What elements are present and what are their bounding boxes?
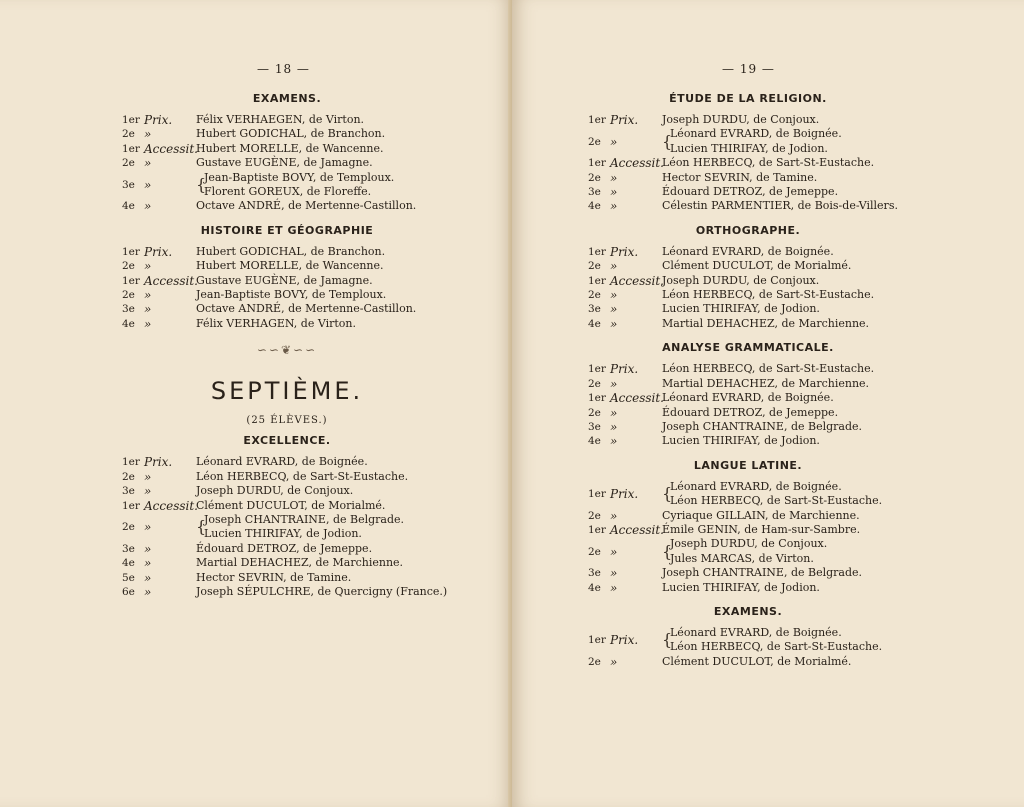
- section-heading: HISTOIRE ET GÉOGRAPHIE: [200, 223, 374, 237]
- list-item: [122, 317, 452, 331]
- award-label: »: [610, 544, 618, 559]
- rank-ordinal: 1er: [588, 274, 606, 287]
- recipient-name: Célestin PARMENTIER, de Bois-de-Villers.: [662, 199, 898, 213]
- rank-ordinal: 2e: [122, 289, 135, 302]
- recipient-name: Florent GOREUX, de Floreffe.: [204, 185, 372, 199]
- recipient-name: Hubert GODICHAL, de Branchon.: [196, 244, 386, 258]
- recipient-names: [204, 513, 452, 542]
- rank-ordinal: 3e: [122, 542, 135, 555]
- recipient-names: [662, 171, 908, 185]
- list-item: [122, 127, 452, 141]
- recipient-name: Lucien THIRIFAY, de Jodion.: [662, 580, 820, 594]
- recipient-names: [196, 556, 452, 570]
- list-item: [588, 581, 908, 595]
- rank-ordinal: 2e: [588, 135, 601, 148]
- rank-ordinal: 1er: [122, 142, 140, 155]
- recipient-name: Clément DUCULOT, de Morialmé.: [662, 259, 852, 273]
- recipient-names: [196, 455, 452, 469]
- list-item: [588, 259, 908, 273]
- award-label: »: [144, 259, 152, 274]
- recipient-name: Léonard EVRARD, de Boignée.: [670, 479, 842, 493]
- rank-ordinal: 1er: [588, 487, 606, 500]
- rank-ordinal: 1er: [588, 523, 606, 536]
- recipient-name: Hector SEVRIN, de Tamine.: [196, 570, 352, 584]
- recipient-name: Martial DEHACHEZ, de Marchienne.: [196, 556, 404, 570]
- award-label: »: [144, 469, 152, 484]
- recipient-name: Édouard DETROZ, de Jemeppe.: [196, 541, 373, 555]
- award-label: »: [610, 185, 618, 200]
- section-heading: ANALYSE GRAMMATICALE.: [662, 341, 834, 355]
- rank-ordinal: 2e: [588, 171, 601, 184]
- list-item: [122, 542, 452, 556]
- entry-list: [122, 455, 452, 599]
- recipient-name: Félix VERHAGEN, de Virton.: [196, 316, 356, 330]
- rank-ordinal: 4e: [588, 581, 601, 594]
- award-label: Accessit.: [610, 391, 664, 406]
- class-count: (25 ÉLÈVES.): [246, 415, 328, 427]
- recipient-name: Léonard EVRARD, de Boignée.: [196, 455, 368, 469]
- rank-ordinal: 1er: [122, 245, 140, 258]
- recipient-name: Lucien THIRIFAY, de Jodion.: [662, 434, 820, 448]
- award-label: »: [610, 134, 618, 149]
- award-label: »: [144, 302, 152, 317]
- recipient-name: Lucien THIRIFAY, de Jodion.: [204, 527, 362, 541]
- recipient-name: Léonard EVRARD, de Boignée.: [670, 625, 842, 639]
- recipient-names: [662, 113, 908, 127]
- list-item: [588, 626, 908, 655]
- rank-ordinal: 1er: [588, 392, 606, 405]
- recipient-name: Édouard DETROZ, de Jemeppe.: [662, 405, 839, 419]
- recipient-names: [196, 585, 452, 599]
- recipient-names: [662, 434, 908, 448]
- rank-ordinal: 3e: [588, 303, 601, 316]
- page-number: — 18 —: [257, 62, 310, 76]
- rank-ordinal: 2e: [588, 406, 601, 419]
- recipient-name: Jean-Baptiste BOVY, de Temploux.: [196, 288, 387, 302]
- rank-ordinal: 4e: [588, 200, 601, 213]
- recipient-names: [662, 288, 908, 302]
- rank-ordinal: 2e: [122, 157, 135, 170]
- award-label: Prix.: [610, 486, 639, 501]
- award-label: »: [144, 316, 152, 331]
- right-sections: [588, 92, 908, 669]
- recipient-names: [662, 406, 908, 420]
- award-label: Prix.: [144, 244, 173, 259]
- recipient-name: Léonard EVRARD, de Boignée.: [662, 244, 834, 258]
- recipient-names: [662, 302, 908, 316]
- list-item: [122, 513, 452, 542]
- recipient-names: [196, 156, 452, 170]
- recipient-names: [196, 259, 452, 273]
- list-item: [588, 288, 908, 302]
- list-item: [122, 288, 452, 302]
- award-label: »: [610, 434, 618, 449]
- brace-mark: {: [662, 131, 673, 151]
- rank-ordinal: 1er: [122, 499, 140, 512]
- brace-mark: {: [662, 541, 673, 561]
- recipient-name: Léon HERBECQ, de Sart-St-Eustache.: [662, 288, 875, 302]
- list-item: [588, 302, 908, 316]
- recipient-name: Joseph CHANTRAINE, de Belgrade.: [662, 566, 863, 580]
- rank-ordinal: 6e: [122, 585, 135, 598]
- recipient-names: [662, 156, 908, 170]
- rank-ordinal: 3e: [122, 303, 135, 316]
- list-item: [122, 302, 452, 316]
- award-label: Prix.: [610, 244, 639, 259]
- award-label: »: [610, 302, 618, 317]
- rank-ordinal: 3e: [122, 485, 135, 498]
- list-item: [588, 274, 908, 288]
- left-page-content: [122, 92, 452, 609]
- recipient-name: Émile GENIN, de Ham-sur-Sambre.: [662, 522, 861, 536]
- entry-list: [588, 480, 908, 595]
- list-item: [122, 156, 452, 170]
- recipient-name: Léon HERBECQ, de Sart-St-Eustache.: [196, 469, 409, 483]
- rank-ordinal: 3e: [588, 420, 601, 433]
- recipient-names: [662, 509, 908, 523]
- award-label: »: [610, 199, 618, 214]
- award-label: »: [610, 288, 618, 303]
- award-label: Prix.: [144, 113, 173, 127]
- rank-ordinal: 4e: [122, 200, 135, 213]
- recipient-name: Léon HERBECQ, de Sart-St-Eustache.: [670, 640, 883, 654]
- recipient-names: [662, 245, 908, 259]
- entry-list: [588, 113, 908, 214]
- list-item: [122, 274, 452, 288]
- recipient-names: [196, 113, 452, 127]
- recipient-name: Jules MARCAS, de Virton.: [670, 551, 814, 565]
- list-item: [588, 377, 908, 391]
- award-label: »: [144, 570, 152, 585]
- list-item: [122, 113, 452, 127]
- rank-ordinal: 2e: [122, 470, 135, 483]
- award-label: »: [144, 520, 152, 535]
- list-item: [122, 245, 452, 259]
- list-item: [122, 171, 452, 200]
- recipient-names: [662, 566, 908, 580]
- list-item: [122, 142, 452, 156]
- section-heading: LANGUE LATINE.: [693, 458, 803, 472]
- rank-ordinal: 1er: [588, 363, 606, 376]
- award-label: »: [610, 654, 618, 669]
- entry-list: [588, 626, 908, 669]
- brace-mark: {: [662, 630, 673, 650]
- recipient-names: [662, 274, 908, 288]
- list-item: [588, 113, 908, 127]
- section-heading: EXAMENS.: [252, 92, 322, 105]
- recipient-names: [662, 377, 908, 391]
- recipient-name: Félix VERHAEGEN, de Virton.: [196, 113, 365, 126]
- list-item: [588, 406, 908, 420]
- award-label: »: [610, 170, 618, 185]
- recipient-names: [670, 537, 908, 566]
- award-label: Accessit.: [610, 273, 664, 288]
- recipient-name: Joseph SÉPULCHRE, de Quercigny (France.): [196, 584, 448, 598]
- list-item: [588, 171, 908, 185]
- recipient-name: Cyriaque GILLAIN, de Marchienne.: [662, 508, 860, 522]
- award-label: Prix.: [610, 362, 639, 377]
- right-page-content: [588, 92, 908, 679]
- recipient-name: Léon HERBECQ, de Sart-St-Eustache.: [662, 156, 875, 170]
- recipient-name: Hubert MORELLE, de Wancenne.: [196, 141, 384, 155]
- brace-mark: {: [196, 517, 207, 537]
- award-label: »: [144, 584, 152, 599]
- award-label: »: [144, 541, 152, 556]
- award-label: »: [144, 556, 152, 571]
- list-item: [122, 484, 452, 498]
- recipient-names: [670, 127, 908, 156]
- recipient-name: Octave ANDRÉ, de Mertenne-Castillon.: [196, 199, 417, 213]
- recipient-names: [196, 571, 452, 585]
- award-label: Accessit.: [144, 273, 198, 288]
- recipient-name: Martial DEHACHEZ, de Marchienne.: [662, 376, 870, 390]
- recipient-names: [662, 259, 908, 273]
- recipient-names: [196, 499, 452, 513]
- award-label: Accessit.: [144, 498, 198, 513]
- recipient-name: Joseph DURDU, de Conjoux.: [196, 484, 354, 498]
- award-label: Prix.: [610, 113, 639, 127]
- recipient-name: Joseph CHANTRAINE, de Belgrade.: [662, 419, 863, 433]
- award-label: »: [144, 484, 152, 499]
- recipient-name: Léon HERBECQ, de Sart-St-Eustache.: [670, 494, 883, 508]
- rank-ordinal: 3e: [122, 178, 135, 191]
- recipient-name: Hector SEVRIN, de Tamine.: [662, 170, 818, 184]
- recipient-name: Hubert GODICHAL, de Branchon.: [196, 127, 386, 141]
- ornament-divider: ∽∽❦∽∽: [256, 343, 318, 358]
- rank-ordinal: 1er: [588, 245, 606, 258]
- recipient-name: Martial DEHACHEZ, de Marchienne.: [662, 316, 870, 330]
- list-item: [588, 420, 908, 434]
- list-item: [588, 480, 908, 509]
- entry-list: [122, 245, 452, 331]
- award-label: Accessit.: [610, 156, 664, 171]
- rank-ordinal: 4e: [588, 317, 601, 330]
- entry-list: [588, 362, 908, 448]
- recipient-names: [662, 362, 908, 376]
- rank-ordinal: 2e: [588, 545, 601, 558]
- rank-ordinal: 2e: [588, 289, 601, 302]
- list-item: [588, 391, 908, 405]
- recipient-name: Joseph CHANTRAINE, de Belgrade.: [204, 512, 405, 526]
- list-item: [588, 566, 908, 580]
- award-label: »: [610, 316, 618, 331]
- award-label: Accessit.: [610, 522, 664, 537]
- section-heading: EXCELLENCE.: [243, 434, 331, 448]
- recipient-name: Gustave EUGÈNE, de Jamagne.: [196, 273, 373, 287]
- recipient-name: Jean-Baptiste BOVY, de Temploux.: [204, 170, 395, 184]
- rank-ordinal: 2e: [588, 655, 601, 668]
- award-label: »: [144, 177, 152, 192]
- recipient-names: [196, 142, 452, 156]
- recipient-names: [662, 420, 908, 434]
- recipient-names: [670, 480, 908, 509]
- recipient-names: [662, 655, 908, 669]
- list-item: [122, 556, 452, 570]
- list-item: [122, 585, 452, 599]
- rank-ordinal: 3e: [588, 567, 601, 580]
- list-item: [588, 156, 908, 170]
- rank-ordinal: 2e: [122, 521, 135, 534]
- recipient-names: [196, 542, 452, 556]
- rank-ordinal: 1er: [588, 157, 606, 170]
- recipient-names: [670, 626, 908, 655]
- rank-ordinal: 1er: [588, 114, 606, 126]
- award-label: »: [144, 199, 152, 214]
- recipient-name: Léonard EVRARD, de Boignée.: [670, 127, 842, 141]
- recipient-names: [662, 199, 908, 213]
- list-item: [122, 499, 452, 513]
- recipient-names: [662, 317, 908, 331]
- list-item: [588, 655, 908, 669]
- award-label: Prix.: [610, 633, 639, 648]
- recipient-name: Lucien THIRIFAY, de Jodion.: [670, 141, 828, 155]
- rank-ordinal: 5e: [122, 571, 135, 584]
- recipient-names: [196, 245, 452, 259]
- recipient-name: Clément DUCULOT, de Morialmé.: [196, 498, 386, 512]
- recipient-name: Joseph DURDU, de Conjoux.: [662, 113, 820, 126]
- section-heading: ORTHOGRAPHE.: [695, 223, 801, 237]
- rank-ordinal: 1er: [122, 114, 140, 126]
- award-label: Accessit.: [144, 141, 198, 156]
- recipient-name: Clément DUCULOT, de Morialmé.: [662, 654, 852, 668]
- award-label: »: [610, 580, 618, 595]
- recipient-names: [196, 302, 452, 316]
- list-item: [122, 470, 452, 484]
- list-item: [588, 317, 908, 331]
- recipient-name: Hubert MORELLE, de Wancenne.: [196, 259, 384, 273]
- award-label: »: [144, 288, 152, 303]
- recipient-names: [196, 317, 452, 331]
- brace-mark: {: [196, 175, 207, 195]
- recipient-names: [196, 470, 452, 484]
- list-item: [588, 434, 908, 448]
- recipient-names: [662, 391, 908, 405]
- page-number: — 19 —: [722, 62, 775, 76]
- award-label: »: [610, 405, 618, 420]
- recipient-name: Édouard DETROZ, de Jemeppe.: [662, 185, 839, 199]
- award-label: »: [144, 156, 152, 171]
- rank-ordinal: 2e: [122, 128, 135, 141]
- recipient-names: [662, 523, 908, 537]
- class-sections: [122, 434, 452, 599]
- section-heading: EXAMENS.: [713, 604, 783, 618]
- recipient-name: Octave ANDRÉ, de Mertenne-Castillon.: [196, 302, 417, 316]
- award-label: »: [610, 376, 618, 391]
- award-label: Prix.: [144, 455, 173, 470]
- award-label: »: [144, 127, 152, 142]
- award-label: »: [610, 259, 618, 274]
- list-item: [588, 185, 908, 199]
- rank-ordinal: 1er: [588, 634, 606, 647]
- recipient-name: Léon HERBECQ, de Sart-St-Eustache.: [662, 362, 875, 376]
- recipient-name: Gustave EUGÈNE, de Jamagne.: [196, 156, 373, 170]
- recipient-name: Lucien THIRIFAY, de Jodion.: [662, 302, 820, 316]
- list-item: [122, 259, 452, 273]
- recipient-name: Joseph DURDU, de Conjoux.: [662, 273, 820, 287]
- rank-ordinal: 3e: [588, 186, 601, 199]
- rank-ordinal: 2e: [588, 260, 601, 273]
- entry-list: [122, 113, 452, 214]
- recipient-name: Léonard EVRARD, de Boignée.: [662, 391, 834, 405]
- recipient-names: [662, 185, 908, 199]
- rank-ordinal: 2e: [588, 509, 601, 522]
- rank-ordinal: 4e: [122, 557, 135, 570]
- list-item: [588, 523, 908, 537]
- recipient-names: [196, 274, 452, 288]
- award-label: »: [610, 419, 618, 434]
- award-label: »: [610, 566, 618, 581]
- recipient-name: Joseph DURDU, de Conjoux.: [670, 537, 828, 551]
- recipient-names: [662, 581, 908, 595]
- class-title: SEPTIÈME.: [210, 377, 364, 406]
- list-item: [588, 537, 908, 566]
- list-item: [122, 455, 452, 469]
- list-item: [588, 245, 908, 259]
- rank-ordinal: 2e: [588, 377, 601, 390]
- award-label: »: [610, 508, 618, 523]
- rank-ordinal: 4e: [122, 317, 135, 330]
- list-item: [588, 199, 908, 213]
- left-sections: [122, 92, 452, 331]
- recipient-names: [196, 484, 452, 498]
- right-page: [512, 0, 1024, 807]
- list-item: [588, 362, 908, 376]
- list-item: [588, 127, 908, 156]
- recipient-names: [196, 127, 452, 141]
- rank-ordinal: 1er: [122, 456, 140, 469]
- recipient-names: [196, 199, 452, 213]
- rank-ordinal: 2e: [122, 260, 135, 273]
- rank-ordinal: 1er: [122, 274, 140, 287]
- recipient-names: [196, 288, 452, 302]
- list-item: [122, 571, 452, 585]
- section-heading: ÉTUDE DE LA RELIGION.: [669, 92, 827, 105]
- list-item: [122, 199, 452, 213]
- rank-ordinal: 4e: [588, 435, 601, 448]
- brace-mark: {: [662, 484, 673, 504]
- recipient-names: [204, 171, 452, 200]
- list-item: [588, 509, 908, 523]
- entry-list: [588, 245, 908, 331]
